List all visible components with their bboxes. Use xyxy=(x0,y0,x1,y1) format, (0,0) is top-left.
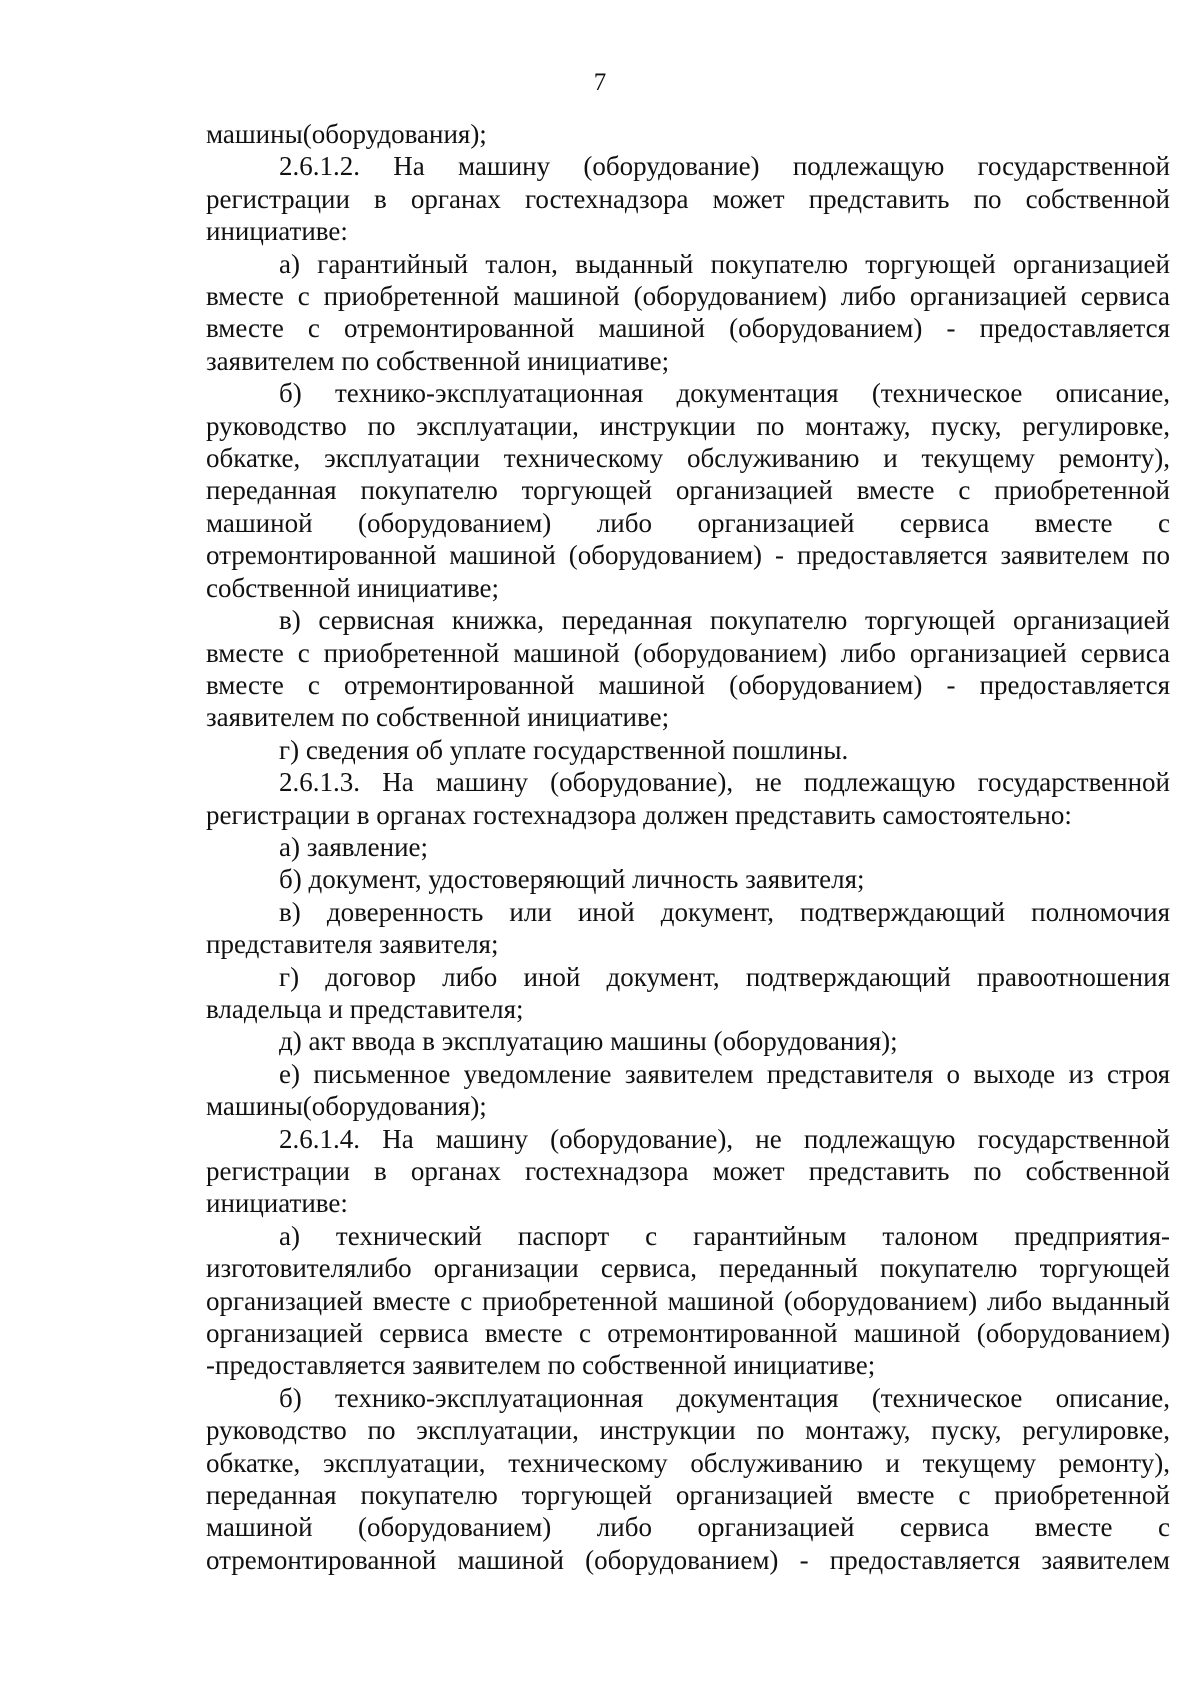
list-item-a: а) заявление; xyxy=(279,831,429,862)
paragraph-2-6-1-4: 2.6.1.4. На машину (оборудование), не подлежащую государственной регистрации в органах гостехнадзора может представить по собственной инициативе: xyxy=(206,1123,1170,1219)
list-item-e: е) письменное уведомление заявителем представителя о выходе из строя машины(оборудования); xyxy=(206,1058,1170,1122)
paragraph-continuation: машины(оборудования); xyxy=(206,119,487,149)
page-number: 7 xyxy=(593,69,607,96)
list-item-d: д) акт ввода в эксплуатацию машины (оборудования); xyxy=(279,1026,898,1057)
list-item-g: г) договор либо иной документ, подтверждающий правоотношения владельца и представителя; xyxy=(206,961,1170,1024)
list-item-b: б) технико-эксплуатационная документация (техническое описание, руководство по эксплуатации, инструкции по монтажу, пуску, регулировке, обкатке, эксплуатации, техническому обслуживанию и текущему ремонту), переданная покупателю торгующей организацией вместе с приобретенной машиной (оборудованием) либо организацией сервиса вместе с отремонтированной машиной (оборудованием) - предоставляется заявителем xyxy=(206,1382,1170,1575)
document-body xyxy=(206,118,1170,1576)
list-item-b: б) технико-эксплуатационная документация (техническое описание, руководство по эксплуатации, инструкции по монтажу, пуску, регулировке, обкатке, эксплуатации техническому обслуживанию и текущему ремонту), переданная покупателю торгующей организацией вместе с приобретенной машиной (оборудованием) либо организацией сервиса вместе с отремонтированной машиной (оборудованием) - предоставляется заявителем по собственной инициативе; xyxy=(206,378,1170,603)
list-item-a: а) технический паспорт с гарантийным талоном предприятия-изготовителялибо организации сервиса, переданный покупателю торгующей организацией вместе с приобретенной машиной (оборудованием) либо выданный организацией сервиса вместе с отремонтированной машиной (оборудованием) -предоставляется заявителем по собственной инициативе; xyxy=(206,1220,1170,1381)
paragraph-2-6-1-3: 2.6.1.3. На машину (оборудование), не подлежащую государственной регистрации в органах гостехнадзора должен представить самостоятельно: xyxy=(206,767,1170,830)
list-item-b: б) документ, удостоверяющий личность заявителя; xyxy=(279,864,865,895)
list-item-v: в) сервисная книжка, переданная покупателю торгующей организацией вместе с приобретенной машиной (оборудованием) либо организацией сервиса вместе с отремонтированной машиной (оборудованием) - предоставляется заявителем по собственной инициативе; xyxy=(206,605,1170,733)
list-item-a: а) гарантийный талон, выданный покупателю торгующей организацией вместе с приобретенной машиной (оборудованием) либо организацией сервиса вместе с отремонтированной машиной (оборудованием) - предоставляется заявителем по собственной инициативе; xyxy=(206,248,1170,376)
list-item-v: в) доверенность или иной документ, подтверждающий полномочия представителя заявителя; xyxy=(206,896,1170,960)
list-item-g: г) сведения об уплате государственной пошлины. xyxy=(279,734,849,765)
paragraph-2-6-1-2: 2.6.1.2. На машину (оборудование) подлежащую государственной регистрации в органах гостехнадзора может представить по собственной инициативе: xyxy=(206,151,1170,247)
